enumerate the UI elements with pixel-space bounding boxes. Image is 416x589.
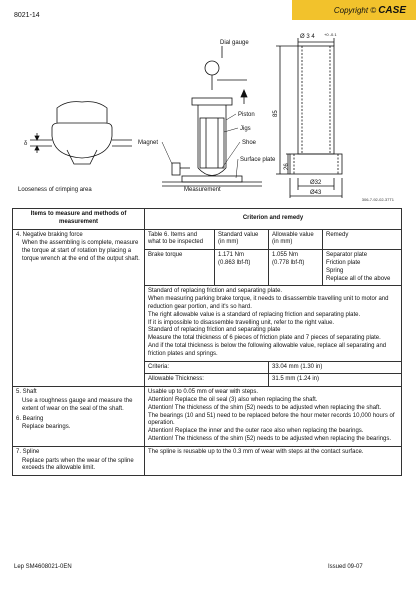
standard-line: And if the total thickness is below the following allowable value, replace all separating and friction plates and springs. [148,342,387,357]
table-row-spline [13,446,402,475]
spline-criteria: The spline is reusable up to the 0.3 mm of wear with steps at the contact surface. [145,446,402,475]
remedy-friction-plate: Friction plate [326,259,361,266]
brake-allowable-nm: 1.055 Nm [272,252,299,259]
item4-desc: When the assembling is complete, measure the torque at start of rotation by placing a torque wrench at the end of the output shaft. [22,240,140,262]
brake-standard-lbf: (0.863 lbf-ft) [218,259,251,266]
standard-line: The right allowable value is a standard of replacing friction and separating plate. [148,311,361,318]
copyright-banner [292,0,416,20]
table-row-shaft-bearing [13,387,402,447]
item7-cell [13,446,145,475]
shoe-label: Shoe [242,140,257,146]
looseness-label: Looseness of crimping area [18,187,92,193]
standard-line: Standard of replacing friction and separating plate. [148,288,283,295]
standard-line: If it is impossible to disassemble travelling unit, refer to the right value. [148,319,335,326]
surface-plate-label: Surface plate [240,157,276,163]
item4-title: 4. Negative braking force [16,231,83,238]
table-header-row [13,209,402,230]
jig-dimension-drawing [276,38,342,198]
item5-desc: Use a roughness gauge and measure the extent of wear on the seal of the shaft. [22,397,133,412]
replacement-standard-text [145,286,402,361]
standard-line: Measure the total thickness of 6 pieces of friction plate and 7 pieces of separating plate. [148,335,381,342]
remedy-spring: Spring [326,267,344,274]
standard-line: Standard of replacing friction and separating plate [148,327,281,334]
brake-standard-cell [215,250,269,286]
item4-cell [13,229,145,387]
standard-line: When measuring parking brake torque, it needs to disassemble travelling unit to motor and reduction gear portion, and it's so hard. [148,296,389,310]
delta-label: δ [24,141,28,147]
table-row-item4-headers [13,229,402,250]
brake-allowable-lbf: (0.778 lbf-ft) [272,259,305,266]
copyright-text: Copyright © [333,5,377,15]
shaft-line: The bearings (10 and 51) need to be replaced before the hour meter records 10,000 hours of operation. [148,412,395,427]
dial-gauge-label: Dial gauge [220,40,249,46]
page-code: 8021-14 [14,12,40,19]
inner-header-allowable: Allowable value (in mm) [269,229,323,250]
shaft-line: Attention! Replace the inner and the outer race also when replacing the bearings. [148,428,364,435]
dim-85-label: 85 [273,110,279,117]
measurement-label: Measurement [184,187,221,193]
remedy-replace-all: Replace all of the above [326,275,391,282]
crimping-drawing [30,102,132,164]
inner-header-standard: Standard value (in mm) [215,229,269,250]
dim-26-label: 26 [284,163,290,170]
allowable-thickness-value: 31.5 mm (1.24 in) [269,374,402,387]
measurement-figure [12,28,404,204]
brake-allowable-cell [269,250,323,286]
dim-43-label: Ø43 [310,190,322,196]
shaft-line: Usable up to 0.05 mm of wear with steps. [148,389,259,396]
jigs-label: Jigs [240,126,251,132]
item7-title: 7. Spline [16,448,40,455]
footer-doc-id: Lep SM4608021-0EN [14,564,72,570]
item5-title: 5. Shaft [16,389,37,396]
measurement-drawing [12,28,404,204]
dim-34-label: Ø 3 4 [300,34,315,40]
brake-torque-item: Brake torque [145,250,215,286]
col2-header: Criterion and remedy [145,209,402,230]
dim-34-tolerance: +0 -0.1 [324,32,337,37]
item6-desc: Replace bearings. [22,424,71,431]
inspection-table [12,208,402,476]
shaft-line: Attention! Replace the oil seal (3) also when replacing the shaft. [148,396,318,403]
criteria-label: Criteria: [145,361,269,374]
allowable-thickness-label: Allowable Thickness: [145,374,269,387]
case-logo: CASE [378,4,406,16]
dim-32-label: Ø32 [310,180,322,186]
magnet-label: Magnet [138,140,159,146]
inner-header-items: Table 6. Items and what to be inspected [145,229,215,250]
shaft-line: Attention! The thickness of the shim (52) needs to be adjusted when replacing the bearings. [148,435,392,442]
shaft-bearing-criteria [145,387,402,447]
inner-header-remedy: Remedy [323,229,402,250]
col1-header: Items to measure and methods of measurement [13,209,145,230]
piston-label: Piston [238,112,255,118]
brake-remedy-cell [323,250,402,286]
item5-6-cell [13,387,145,447]
item6-title: 6. Bearing [16,415,44,422]
footer-issued: Issued 09-07 [328,564,363,570]
remedy-separator-plate: Separator plate [326,252,368,259]
item7-desc: Replace parts when the wear of the spline exceeds the allowable limit. [22,457,134,472]
criteria-value: 33.04 mm (1.30 in) [269,361,402,374]
figure-code: 306-7-92-02-37T1 [361,197,394,202]
shaft-line: Attention! The thickness of the shim (52) needs to be adjusted when replacing the shaft. [148,404,382,411]
brake-standard-nm: 1.171 Nm [218,252,245,259]
